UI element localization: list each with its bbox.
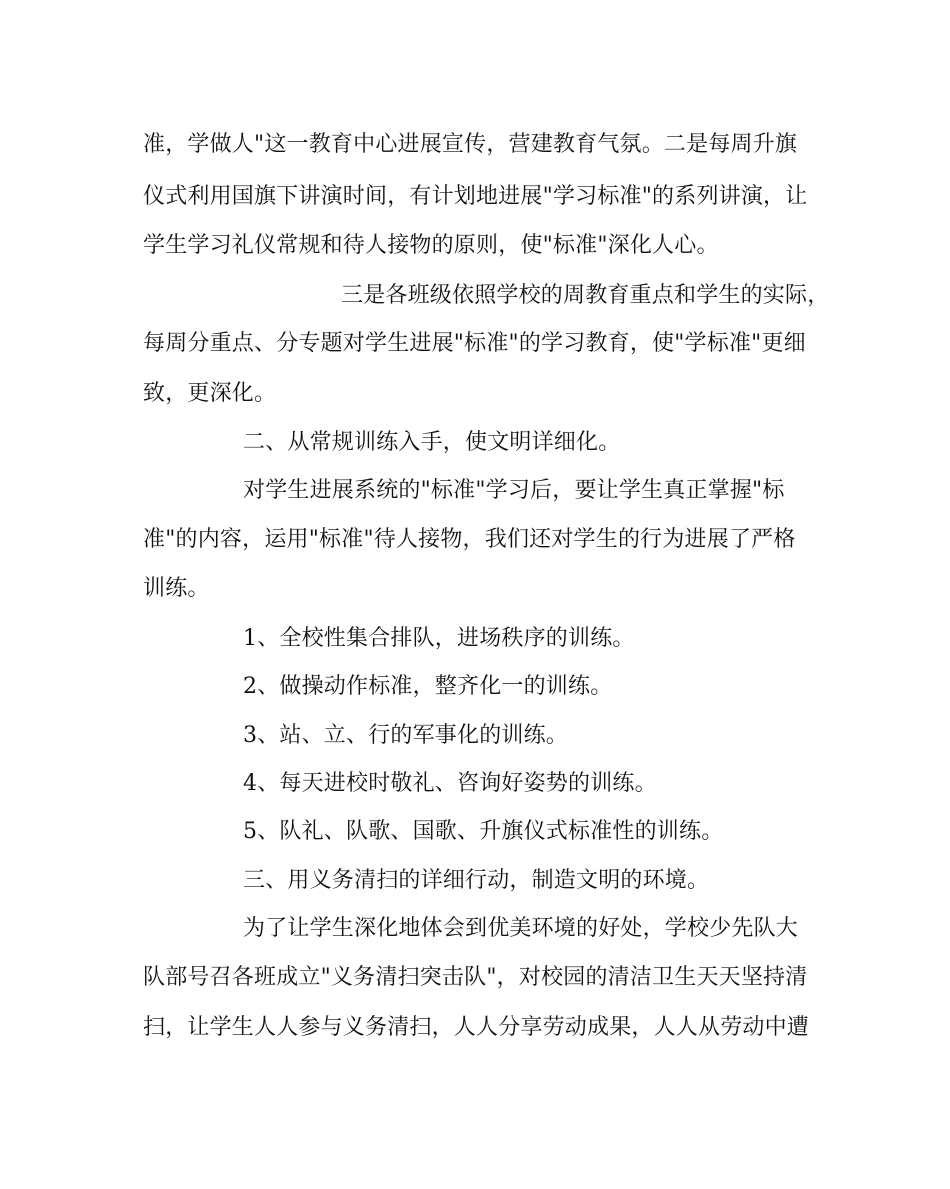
- text-line-3: 学生学习礼仪常规和待人接物的原则，使"标准"深化人心。: [143, 233, 719, 258]
- text-line-5: 每周分重点、分专题对学生进展"标准"的学习教育，使"学标准"更细: [143, 331, 806, 356]
- list-item-3: 3、站、立、行的军事化的训练。: [243, 723, 568, 748]
- list-item-2: 2、做操动作标准，整齐化一的训练。: [243, 674, 613, 699]
- text-line-18: 队部号召各班成立"义务清扫突击队"，对校园的清洁卫生天天坚持清: [143, 965, 808, 990]
- text-line-2: 仪式利用国旗下讲演时间，有计划地进展"学习标准"的系列讲演，让: [143, 184, 808, 209]
- text-line-17: 为了让学生深化地体会到优美环境的好处，学校少先队大: [243, 916, 799, 941]
- text-line-19: 扫，让学生人人参与义务清扫，人人分享劳动成果，人人从劳动中遭: [143, 1015, 810, 1040]
- section-heading-2: 二、从常规训练入手，使文明详细化。: [243, 430, 621, 455]
- text-line-10: 训练。: [143, 576, 210, 601]
- list-item-1: 1、全校性集合排队，进场秩序的训练。: [243, 626, 635, 651]
- list-item-5: 5、队礼、队歌、国歌、升旗仪式标准性的训练。: [243, 819, 724, 844]
- text-line-9: 准"的内容，运用"标准"待人接物，我们还对学生的行为进展了严格: [143, 527, 796, 552]
- text-line-1: 准，学做人"这一教育中心进展宣传，营建教育气氛。二是每周升旗: [143, 132, 798, 157]
- text-line-6: 致，更深化。: [143, 381, 277, 406]
- text-line-4: 三是各班级依照学校的周教育重点和学生的实际，: [341, 283, 830, 308]
- list-item-4: 4、每天进校时敬礼、咨询好姿势的训练。: [243, 771, 657, 796]
- text-line-8: 对学生进展系统的"标准"学习后，要让学生真正掌握"标: [243, 478, 785, 503]
- section-heading-3: 三、用义务清扫的详细行动，制造文明的环境。: [243, 868, 710, 893]
